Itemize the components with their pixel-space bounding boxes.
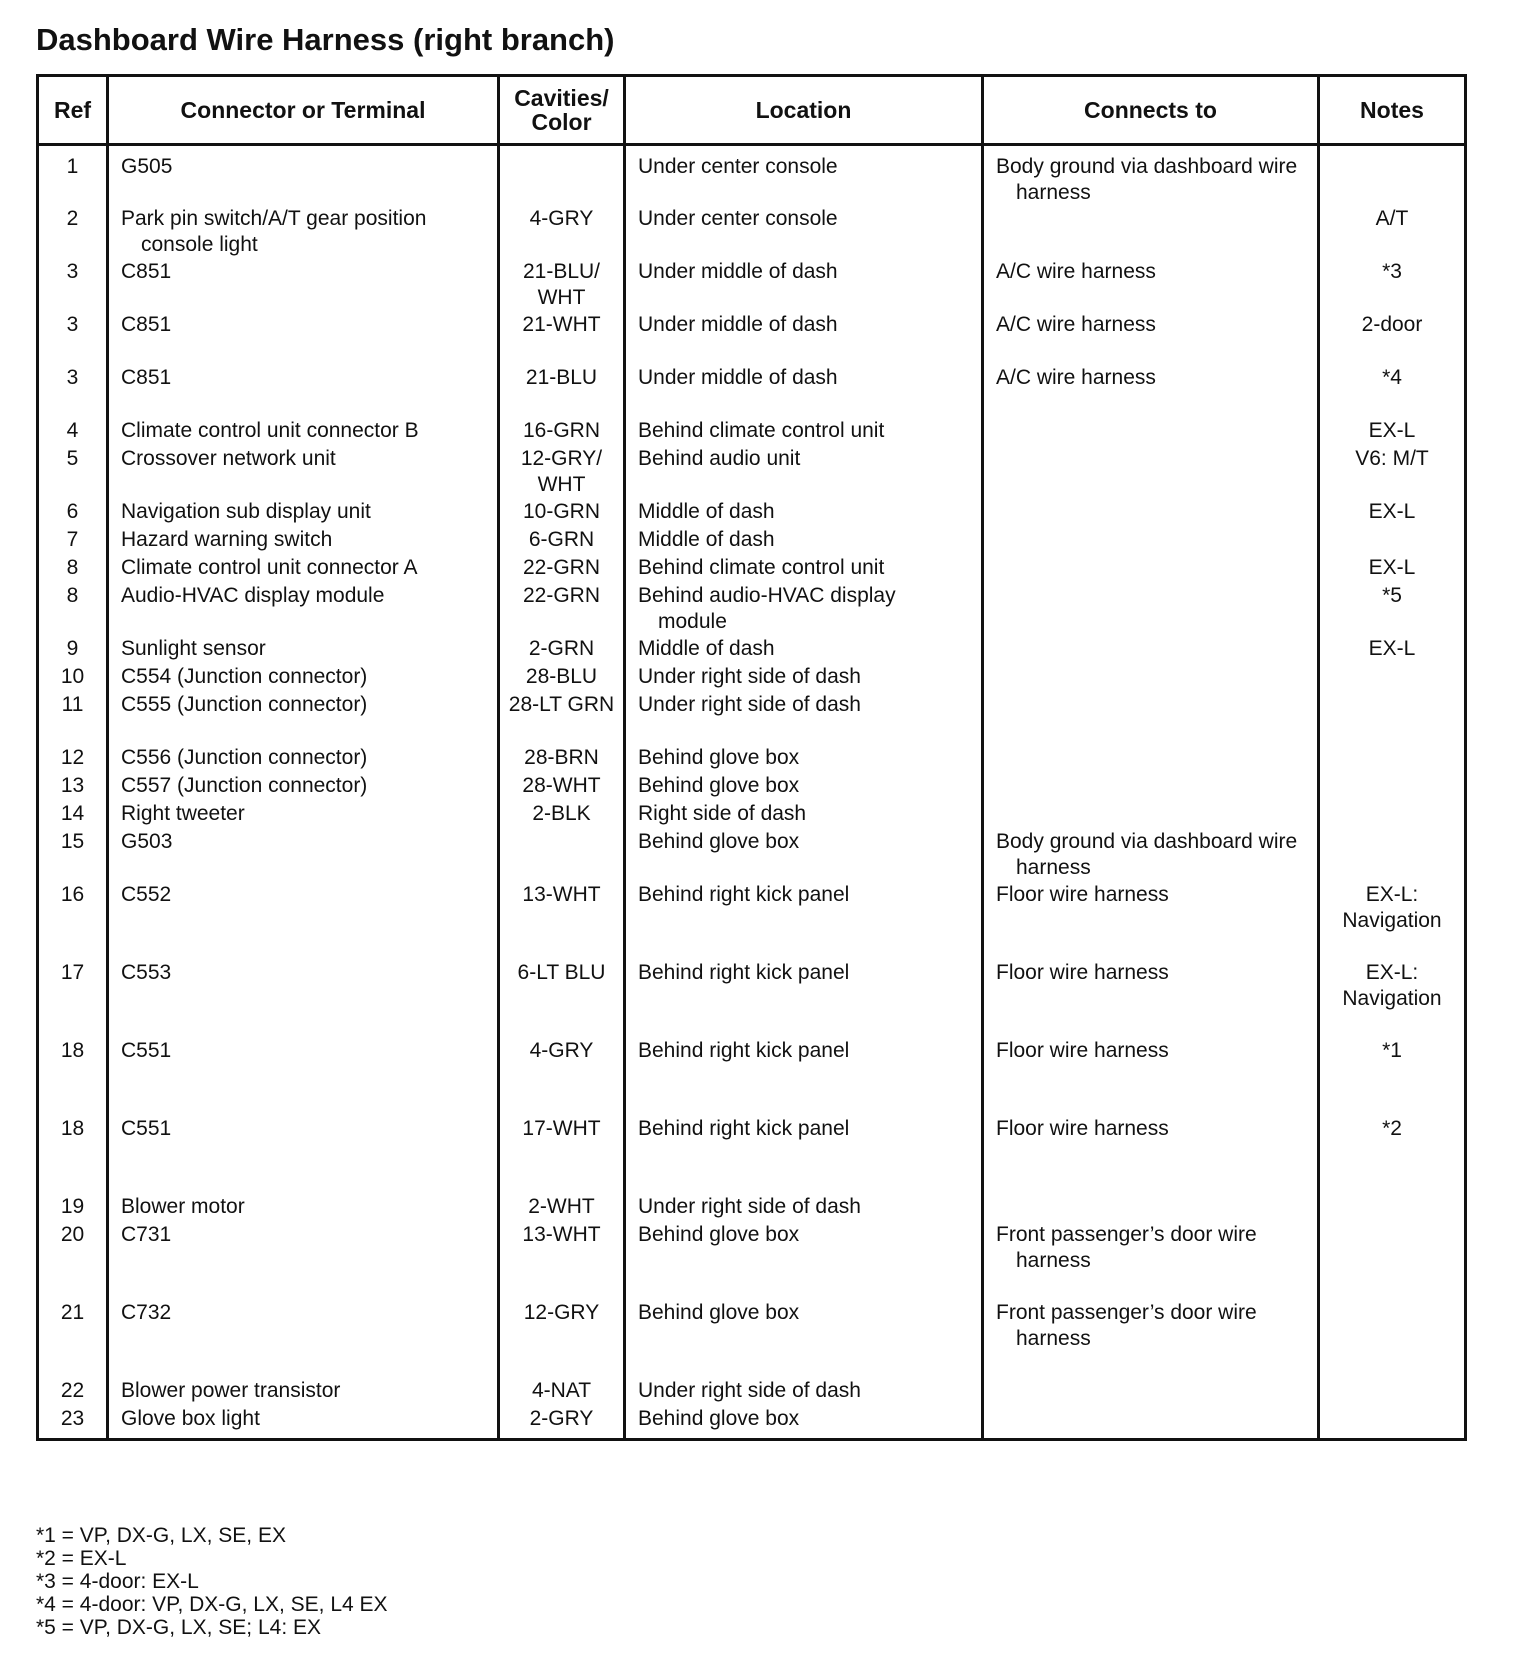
cell-connects-to <box>983 145 1319 207</box>
cell-location <box>625 1116 983 1194</box>
cell-location-text: Under center console <box>638 155 838 178</box>
table-row <box>38 1038 1466 1116</box>
cell-ref: 9 <box>38 636 108 664</box>
footnote: *4 = 4-door: VP, DX-G, LX, SE, L4 EX <box>36 1593 388 1616</box>
cell-location <box>625 499 983 527</box>
cell-location <box>625 692 983 745</box>
cell-location-text: Middle of dash <box>638 500 775 523</box>
table-row <box>38 636 1466 664</box>
cell-connects-to <box>983 1194 1319 1222</box>
cell-connector-text: C551 <box>121 1117 172 1140</box>
cell-location-text: Behind climate control unit <box>638 556 885 579</box>
cell-location <box>625 1378 983 1406</box>
cell-location <box>625 1194 983 1222</box>
cell-connector-text: Right tweeter <box>121 802 245 825</box>
table-row <box>38 206 1466 259</box>
cell-connects-to-text: Floor wire harness <box>996 883 1169 906</box>
cell-connector <box>108 1038 499 1116</box>
cell-connects-to <box>983 1038 1319 1116</box>
cell-connector-text: Audio-HVAC display module <box>121 584 385 607</box>
cell-connector-text: Hazard warning switch <box>121 528 333 551</box>
footnote: *1 = VP, DX-G, LX, SE, EX <box>36 1524 286 1547</box>
cell-connects-to <box>983 692 1319 745</box>
cell-cavities: 4-GRY <box>499 1038 625 1116</box>
cell-notes: EX-L <box>1319 499 1466 527</box>
cell-connector-text: G505 <box>121 155 173 178</box>
table-row <box>38 1116 1466 1194</box>
cell-connector <box>108 1222 499 1300</box>
cell-location <box>625 1300 983 1378</box>
cell-ref: 15 <box>38 829 108 882</box>
cell-connects-to <box>983 1378 1319 1406</box>
cell-connector <box>108 1378 499 1406</box>
cell-notes <box>1319 664 1466 692</box>
cell-location <box>625 418 983 446</box>
cell-location <box>625 1222 983 1300</box>
cell-location-text: Behind glove box <box>638 1407 800 1430</box>
cell-location-text: Behind audio unit <box>638 447 801 470</box>
cell-connects-to <box>983 499 1319 527</box>
footnote: *3 = 4-door: EX-L <box>36 1570 199 1593</box>
cell-connector-text: Climate control unit connector B <box>121 419 419 442</box>
cell-connects-to <box>983 745 1319 773</box>
cell-connector-text: C851 <box>121 366 172 389</box>
cell-connects-to <box>983 527 1319 555</box>
header-connector: Connector or Terminal <box>108 76 499 145</box>
header-notes: Notes <box>1319 76 1466 145</box>
header-cavities-line2: Color <box>531 109 592 135</box>
cell-connector-text: C851 <box>121 313 172 336</box>
cell-location-text: Behind right kick panel <box>638 883 850 906</box>
cell-cavities: 2-WHT <box>499 1194 625 1222</box>
cell-connects-to <box>983 1406 1319 1440</box>
cell-connects-to <box>983 206 1319 259</box>
cell-connects-to <box>983 773 1319 801</box>
cell-connects-to <box>983 801 1319 829</box>
cell-connector <box>108 960 499 1038</box>
cell-cavities: 4-NAT <box>499 1378 625 1406</box>
cell-notes <box>1319 829 1466 882</box>
cell-connects-to <box>983 1116 1319 1194</box>
cell-connector <box>108 664 499 692</box>
cell-ref: 17 <box>38 960 108 1038</box>
cell-connects-to <box>983 583 1319 636</box>
cell-location-text: Behind right kick panel <box>638 1117 850 1140</box>
cell-notes <box>1319 1300 1466 1378</box>
cell-location-text: Behind glove box <box>638 1301 800 1324</box>
cell-cavities: 22-GRN <box>499 583 625 636</box>
cell-connects-to-text: A/C wire harness <box>996 366 1156 389</box>
cell-ref: 11 <box>38 692 108 745</box>
cell-notes <box>1319 1222 1466 1300</box>
table-row <box>38 1222 1466 1300</box>
cell-ref: 3 <box>38 259 108 312</box>
cell-ref: 23 <box>38 1406 108 1440</box>
cell-cavities: 6-LT BLU <box>499 960 625 1038</box>
cell-connector <box>108 446 499 499</box>
cell-location <box>625 745 983 773</box>
table-row <box>38 365 1466 418</box>
cell-location <box>625 1406 983 1440</box>
cell-location-text: Behind glove box <box>638 830 800 853</box>
cell-cavities: 28-LT GRN <box>499 692 625 745</box>
cell-connector <box>108 829 499 882</box>
cell-cavities: 21-BLU <box>499 365 625 418</box>
cell-location <box>625 259 983 312</box>
cell-cavities: 12-GRY <box>499 1300 625 1378</box>
cell-connects-to <box>983 636 1319 664</box>
cell-connector-text: C551 <box>121 1039 172 1062</box>
table-row <box>38 960 1466 1038</box>
cell-ref: 1 <box>38 145 108 207</box>
cell-cavities: 10-GRN <box>499 499 625 527</box>
cell-connector <box>108 365 499 418</box>
cell-connects-to <box>983 555 1319 583</box>
cell-connector <box>108 583 499 636</box>
cell-notes: *5 <box>1319 583 1466 636</box>
table-row <box>38 1378 1466 1406</box>
cell-location-text: Under middle of dash <box>638 366 838 389</box>
cell-ref: 5 <box>38 446 108 499</box>
cell-ref: 8 <box>38 555 108 583</box>
cell-ref: 3 <box>38 365 108 418</box>
cell-connector-text: C557 (Junction connector) <box>121 774 368 797</box>
cell-connector-text: Blower power transistor <box>121 1379 341 1402</box>
cell-connector <box>108 773 499 801</box>
cell-ref: 8 <box>38 583 108 636</box>
table-row <box>38 801 1466 829</box>
cell-location <box>625 583 983 636</box>
cell-ref: 19 <box>38 1194 108 1222</box>
cell-ref: 18 <box>38 1038 108 1116</box>
cell-connector <box>108 1194 499 1222</box>
cell-ref: 2 <box>38 206 108 259</box>
cell-location-text: Under right side of dash <box>638 693 861 716</box>
cell-connects-to <box>983 829 1319 882</box>
cell-ref: 20 <box>38 1222 108 1300</box>
cell-location-text: Under center console <box>638 207 838 230</box>
cell-cavities: 28-BLU <box>499 664 625 692</box>
cell-location <box>625 636 983 664</box>
cell-connector <box>108 1300 499 1378</box>
cell-cavities: 28-BRN <box>499 745 625 773</box>
cell-connector <box>108 1116 499 1194</box>
cell-connector-text: G503 <box>121 830 173 853</box>
cell-cavities <box>499 145 625 207</box>
cell-location-text: Behind right kick panel <box>638 961 850 984</box>
cell-connects-to <box>983 259 1319 312</box>
header-ref: Ref <box>38 76 108 145</box>
cell-notes: 2-door <box>1319 312 1466 365</box>
table-body <box>38 145 1466 1440</box>
cell-connector <box>108 206 499 259</box>
cell-ref: 14 <box>38 801 108 829</box>
cell-ref: 21 <box>38 1300 108 1378</box>
cell-notes: *3 <box>1319 259 1466 312</box>
cell-location <box>625 446 983 499</box>
cell-connects-to-text: Floor wire harness <box>996 961 1169 984</box>
cell-notes <box>1319 1194 1466 1222</box>
cell-connector-text: Crossover network unit <box>121 447 336 470</box>
cell-location <box>625 801 983 829</box>
cell-notes: A/T <box>1319 206 1466 259</box>
cell-ref: 3 <box>38 312 108 365</box>
cell-ref: 18 <box>38 1116 108 1194</box>
cell-notes: EX-L: Navigation <box>1319 882 1466 960</box>
cell-location <box>625 312 983 365</box>
cell-connects-to <box>983 418 1319 446</box>
footnote: *2 = EX-L <box>36 1547 127 1570</box>
cell-location-text: Under middle of dash <box>638 260 838 283</box>
cell-connects-to-text: Body ground via dashboard wire harness <box>996 155 1298 204</box>
cell-location <box>625 206 983 259</box>
cell-ref: 16 <box>38 882 108 960</box>
cell-connects-to <box>983 664 1319 692</box>
cell-cavities: 13-WHT <box>499 882 625 960</box>
cell-connects-to-text: Floor wire harness <box>996 1039 1169 1062</box>
table-row <box>38 555 1466 583</box>
cell-location <box>625 664 983 692</box>
cell-connector-text: C556 (Junction connector) <box>121 746 368 769</box>
cell-connects-to-text: A/C wire harness <box>996 313 1156 336</box>
cell-cavities: 2-GRY <box>499 1406 625 1440</box>
cell-connector-text: C554 (Junction connector) <box>121 665 368 688</box>
cell-location-text: Under right side of dash <box>638 1195 861 1218</box>
cell-connector <box>108 555 499 583</box>
cell-notes <box>1319 527 1466 555</box>
cell-location <box>625 145 983 207</box>
cell-connector <box>108 499 499 527</box>
cell-cavities: 4-GRY <box>499 206 625 259</box>
cell-connector-text: C552 <box>121 883 172 906</box>
cell-location-text: Under middle of dash <box>638 313 838 336</box>
footnotes <box>36 1524 388 1639</box>
harness-table <box>36 74 1467 1441</box>
page-title: Dashboard Wire Harness (right branch) <box>36 22 615 57</box>
cell-cavities: 28-WHT <box>499 773 625 801</box>
cell-ref: 22 <box>38 1378 108 1406</box>
cell-connector-text: Navigation sub display unit <box>121 500 371 523</box>
cell-cavities: 12-GRY/ WHT <box>499 446 625 499</box>
header-cavities <box>499 76 625 145</box>
table-row <box>38 773 1466 801</box>
cell-location <box>625 555 983 583</box>
cell-location <box>625 527 983 555</box>
table-row <box>38 527 1466 555</box>
cell-location <box>625 829 983 882</box>
cell-location-text: Behind audio-HVAC display module <box>638 584 896 633</box>
table-row <box>38 692 1466 745</box>
table-row <box>38 829 1466 882</box>
table-row <box>38 745 1466 773</box>
cell-connects-to <box>983 446 1319 499</box>
cell-location-text: Middle of dash <box>638 528 775 551</box>
cell-notes <box>1319 745 1466 773</box>
table-row <box>38 1406 1466 1440</box>
cell-connects-to <box>983 960 1319 1038</box>
header-connects-to: Connects to <box>983 76 1319 145</box>
cell-notes <box>1319 145 1466 207</box>
cell-connects-to <box>983 312 1319 365</box>
table-row <box>38 418 1466 446</box>
cell-connector-text: Blower motor <box>121 1195 245 1218</box>
cell-cavities <box>499 829 625 882</box>
cell-notes: EX-L <box>1319 555 1466 583</box>
table-row <box>38 446 1466 499</box>
cell-connects-to <box>983 1300 1319 1378</box>
cell-notes: EX-L <box>1319 418 1466 446</box>
cell-ref: 10 <box>38 664 108 692</box>
cell-connector <box>108 418 499 446</box>
table-row <box>38 583 1466 636</box>
cell-cavities: 13-WHT <box>499 1222 625 1300</box>
cell-connects-to-text: A/C wire harness <box>996 260 1156 283</box>
cell-connector-text: C731 <box>121 1223 172 1246</box>
cell-location-text: Behind right kick panel <box>638 1039 850 1062</box>
cell-connector <box>108 882 499 960</box>
cell-location-text: Behind glove box <box>638 774 800 797</box>
cell-connector-text: Sunlight sensor <box>121 637 266 660</box>
table-row <box>38 259 1466 312</box>
cell-cavities: 2-GRN <box>499 636 625 664</box>
cell-connects-to <box>983 365 1319 418</box>
cell-connector <box>108 745 499 773</box>
cell-connector-text: C553 <box>121 961 172 984</box>
cell-location-text: Right side of dash <box>638 802 807 825</box>
cell-notes <box>1319 773 1466 801</box>
cell-location-text: Behind glove box <box>638 746 800 769</box>
cell-location <box>625 1038 983 1116</box>
cell-connects-to-text: Front passenger’s door wire harness <box>996 1301 1257 1350</box>
cell-ref: 4 <box>38 418 108 446</box>
cell-connector <box>108 312 499 365</box>
cell-notes: *2 <box>1319 1116 1466 1194</box>
cell-connector-text: Glove box light <box>121 1407 260 1430</box>
cell-notes: EX-L: Navigation <box>1319 960 1466 1038</box>
cell-connector-text: C555 (Junction connector) <box>121 693 368 716</box>
table-row <box>38 664 1466 692</box>
cell-connects-to <box>983 882 1319 960</box>
cell-notes <box>1319 1378 1466 1406</box>
cell-cavities: 2-BLK <box>499 801 625 829</box>
cell-notes: EX-L <box>1319 636 1466 664</box>
cell-ref: 7 <box>38 527 108 555</box>
table-row <box>38 1300 1466 1378</box>
cell-notes: *4 <box>1319 365 1466 418</box>
cell-connector-text: C851 <box>121 260 172 283</box>
table-row <box>38 499 1466 527</box>
cell-connector <box>108 145 499 207</box>
cell-connector <box>108 1406 499 1440</box>
cell-location <box>625 365 983 418</box>
cell-cavities: 21-WHT <box>499 312 625 365</box>
cell-location-text: Middle of dash <box>638 637 775 660</box>
cell-location <box>625 960 983 1038</box>
header-location: Location <box>625 76 983 145</box>
cell-cavities: 22-GRN <box>499 555 625 583</box>
cell-notes: V6: M/T <box>1319 446 1466 499</box>
table-row <box>38 882 1466 960</box>
cell-location-text: Behind glove box <box>638 1223 800 1246</box>
cell-location-text: Under right side of dash <box>638 665 861 688</box>
cell-location-text: Behind climate control unit <box>638 419 885 442</box>
cell-connects-to <box>983 1222 1319 1300</box>
cell-connects-to-text: Floor wire harness <box>996 1117 1169 1140</box>
cell-cavities: 6-GRN <box>499 527 625 555</box>
cell-location <box>625 882 983 960</box>
cell-connector <box>108 259 499 312</box>
cell-connector <box>108 636 499 664</box>
table-row <box>38 145 1466 207</box>
cell-connects-to-text: Body ground via dashboard wire harness <box>996 830 1298 879</box>
table-header <box>38 76 1466 145</box>
cell-cavities: 21-BLU/ WHT <box>499 259 625 312</box>
cell-notes <box>1319 692 1466 745</box>
footnote: *5 = VP, DX-G, LX, SE; L4: EX <box>36 1616 322 1639</box>
cell-connector <box>108 801 499 829</box>
header-cavities-line1: Cavities/ <box>514 85 609 111</box>
cell-connector-text: Climate control unit connector A <box>121 556 418 579</box>
cell-ref: 13 <box>38 773 108 801</box>
cell-connects-to-text: Front passenger’s door wire harness <box>996 1223 1257 1272</box>
cell-connector <box>108 527 499 555</box>
table-row <box>38 312 1466 365</box>
cell-ref: 12 <box>38 745 108 773</box>
cell-cavities: 17-WHT <box>499 1116 625 1194</box>
cell-cavities: 16-GRN <box>499 418 625 446</box>
cell-location <box>625 773 983 801</box>
cell-connector-text: Park pin switch/A/T gear position console light <box>121 207 427 256</box>
cell-notes <box>1319 1406 1466 1440</box>
cell-connector-text: C732 <box>121 1301 172 1324</box>
cell-connector <box>108 692 499 745</box>
cell-notes: *1 <box>1319 1038 1466 1116</box>
cell-notes <box>1319 801 1466 829</box>
cell-ref: 6 <box>38 499 108 527</box>
cell-location-text: Under right side of dash <box>638 1379 861 1402</box>
table-row <box>38 1194 1466 1222</box>
